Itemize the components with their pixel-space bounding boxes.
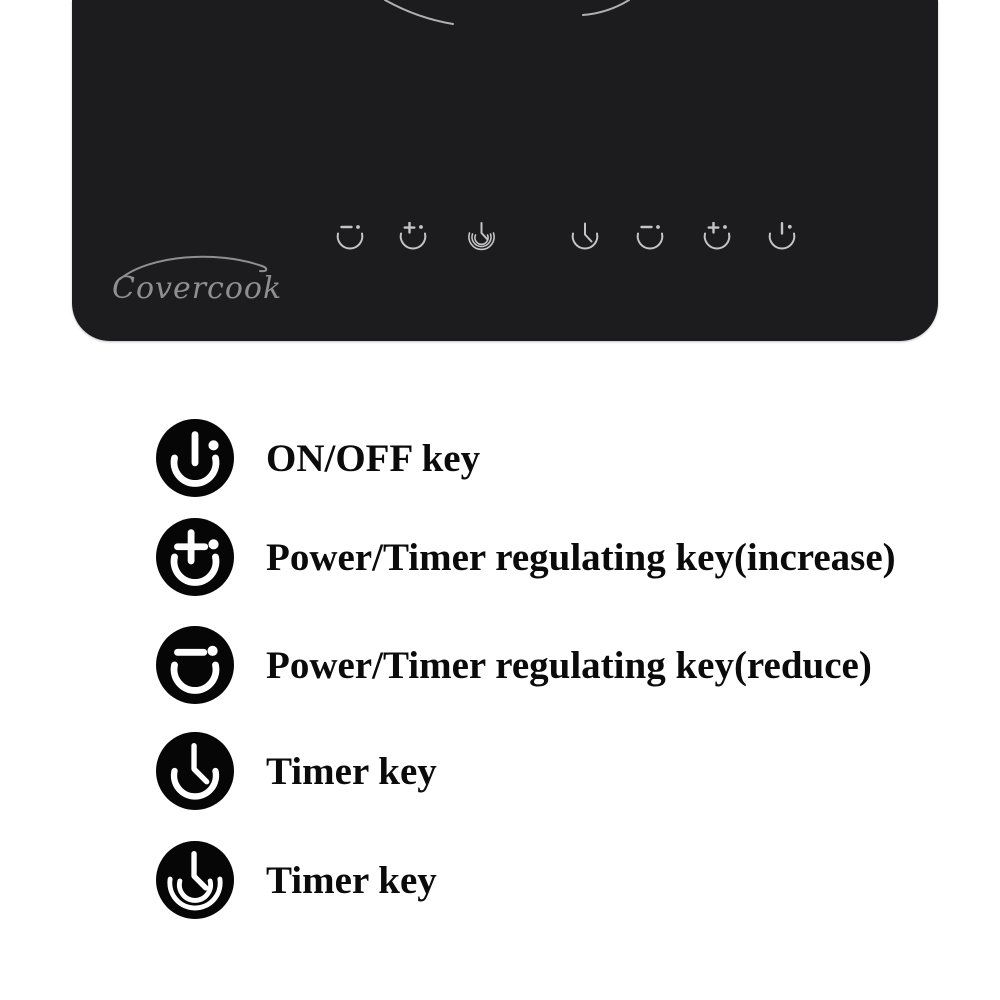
timer-key-multi-arc-icon [464,222,500,254]
minus-key-icon [632,222,668,254]
timer-key-icon [567,222,603,254]
timer-key-double-arc-icon [156,841,234,919]
cooktop-panel [72,0,938,341]
plus-key-icon [699,222,735,254]
increase-key-icon [156,518,234,596]
legend-label: Timer key [266,858,437,902]
legend-label: Timer key [266,749,437,793]
timer-key-icon [156,732,234,810]
touch-control-row [72,222,938,256]
legend-row [156,518,896,596]
legend-row [156,841,437,919]
plus-key-icon [395,222,431,254]
legend-row [156,419,480,497]
legend-row [156,626,872,704]
brand-logo-text: Covercook [112,271,283,306]
on-off-key-icon [764,222,800,254]
legend-label: Power/Timer regulating key(increase) [266,535,896,579]
brand-logo [110,252,286,310]
minus-key-icon [332,222,368,254]
legend-label: Power/Timer regulating key(reduce) [266,643,872,687]
legend-row [156,732,437,810]
reduce-key-icon [156,626,234,704]
burner-ring-arcs [72,0,938,60]
legend-label: ON/OFF key [266,436,481,480]
on-off-key-icon [156,419,234,497]
